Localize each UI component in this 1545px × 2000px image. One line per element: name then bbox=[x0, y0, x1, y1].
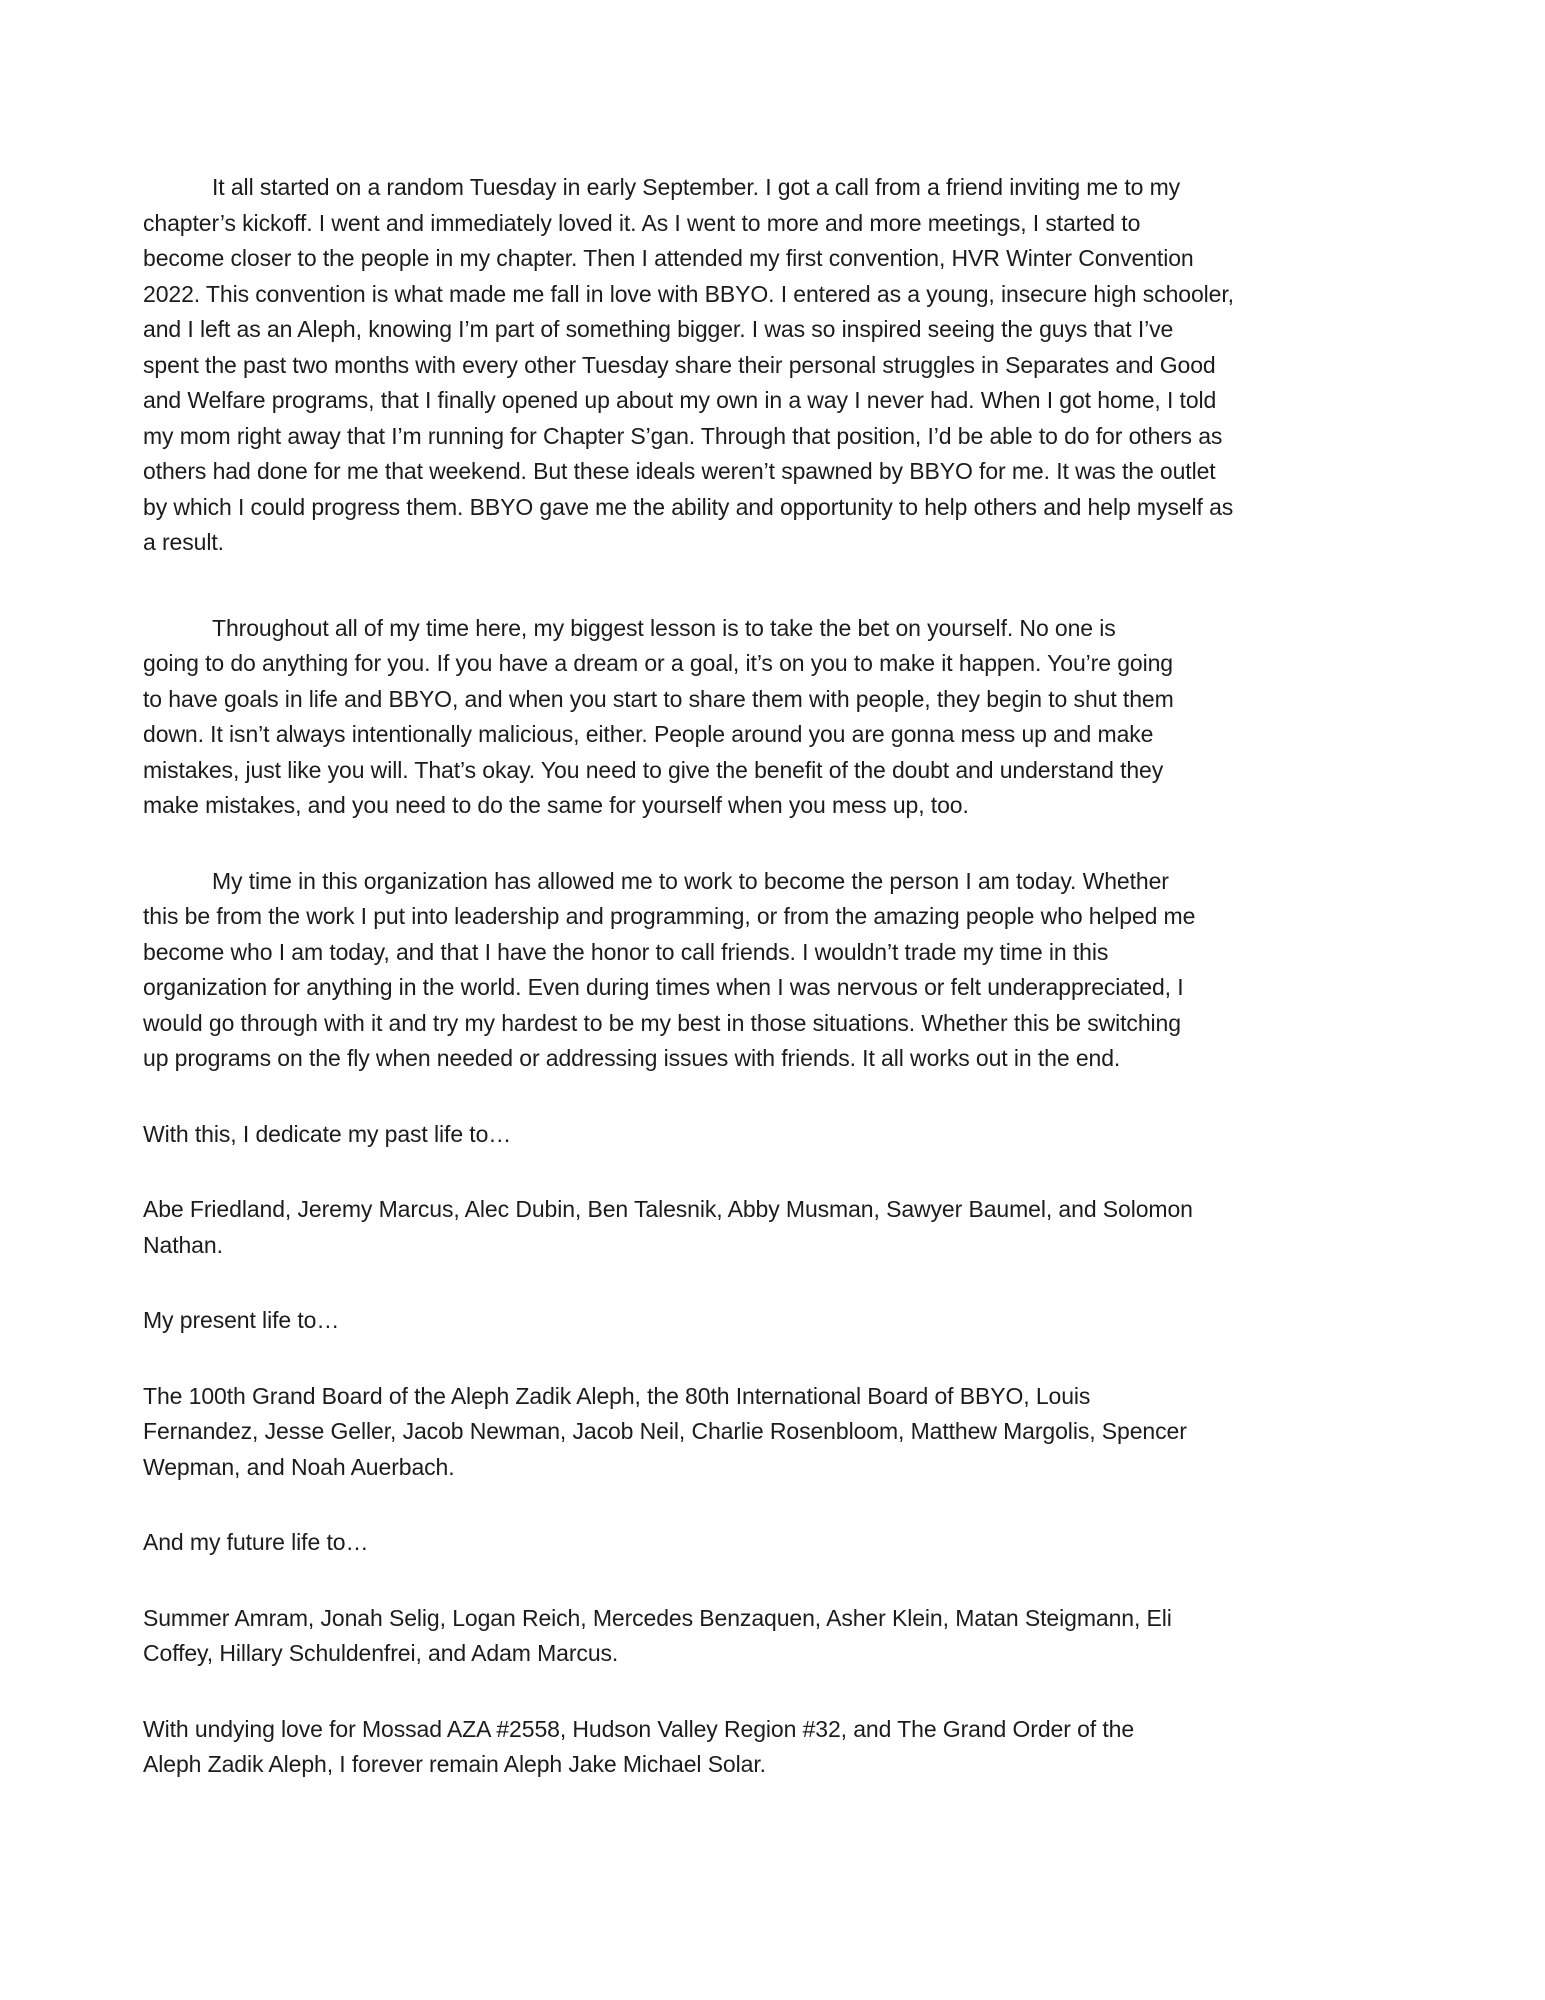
text-line: mistakes, just like you will. That’s okay. You need to give the benefit of the doubt and understand they bbox=[143, 756, 1164, 783]
text-line: and I left as an Aleph, knowing I’m part of something bigger. I was so inspired seeing the guys that I’ve bbox=[143, 316, 1174, 342]
text-line: others had done for me that weekend. But these ideals weren’t spawned by BBYO for me. It was the outlet bbox=[143, 458, 1216, 484]
text-line: chapter’s kickoff. I went and immediately loved it. As I went to more and more meetings, I started to bbox=[143, 209, 1141, 236]
text-line: going to do anything for you. If you have a dream or a goal, it’s on you to make it happen. You’re going bbox=[143, 650, 1173, 676]
text-line: My present life to… bbox=[143, 1307, 340, 1333]
paragraph bbox=[143, 1601, 1402, 1672]
text-line: With undying love for Mossad AZA #2558, Hudson Valley Region #32, and The Grand Order of the bbox=[143, 1715, 1135, 1742]
text-line: Fernandez, Jesse Geller, Jacob Newman, Jacob Neil, Charlie Rosenbloom, Matthew Margolis, Spencer bbox=[143, 1418, 1187, 1444]
paragraph bbox=[143, 170, 1402, 561]
paragraph bbox=[143, 1117, 1402, 1153]
text-line: Coffey, Hillary Schuldenfrei, and Adam Marcus. bbox=[143, 1640, 619, 1666]
paragraph bbox=[143, 864, 1402, 1077]
text-line: Wepman, and Noah Auerbach. bbox=[143, 1453, 455, 1480]
paragraph bbox=[143, 1192, 1402, 1263]
text-line: My time in this organization has allowed me to work to become the person I am today. Whether bbox=[212, 867, 1169, 894]
paragraph bbox=[143, 1379, 1402, 1486]
document-body bbox=[143, 170, 1402, 1783]
text-line: would go through with it and try my hardest to be my best in those situations. Whether this be switching bbox=[143, 1009, 1181, 1036]
text-line: It all started on a random Tuesday in early September. I got a call from a friend inviting me to my bbox=[212, 174, 1181, 200]
text-line: Nathan. bbox=[143, 1231, 223, 1258]
text-line: Aleph Zadik Aleph, I forever remain Aleph Jake Michael Solar. bbox=[143, 1751, 766, 1777]
text-line: and Welfare programs, that I finally opened up about my own in a way I never had. When I got home, I told bbox=[143, 387, 1217, 413]
text-line: Summer Amram, Jonah Selig, Logan Reich, Mercedes Benzaquen, Asher Klein, Matan Steigmann, Eli bbox=[143, 1604, 1172, 1631]
text-line: Abe Friedland, Jeremy Marcus, Alec Dubin, Ben Talesnik, Abby Musman, Sawyer Baumel, and Solomon bbox=[143, 1196, 1193, 1222]
text-line: And my future life to… bbox=[143, 1529, 369, 1555]
text-line: down. It isn’t always intentionally malicious, either. People around you are gonna mess up and make bbox=[143, 721, 1154, 747]
text-line: up programs on the fly when needed or addressing issues with friends. It all works out in the end. bbox=[143, 1045, 1121, 1071]
text-line: to have goals in life and BBYO, and when you start to share them with people, they begin to shut them bbox=[143, 685, 1174, 712]
paragraph bbox=[143, 1712, 1402, 1783]
paragraph bbox=[143, 611, 1402, 824]
paragraph bbox=[143, 1525, 1402, 1561]
text-line: by which I could progress them. BBYO gave me the ability and opportunity to help others and help myself as bbox=[143, 493, 1234, 520]
text-line: The 100th Grand Board of the Aleph Zadik Aleph, the 80th International Board of BBYO, Louis bbox=[143, 1382, 1091, 1409]
text-line: become who I am today, and that I have the honor to call friends. I wouldn’t trade my time in this bbox=[143, 938, 1109, 965]
text-line: organization for anything in the world. Even during times when I was nervous or felt underappreciated, I bbox=[143, 974, 1184, 1000]
text-line: a result. bbox=[143, 529, 224, 555]
text-line: With this, I dedicate my past life to… bbox=[143, 1120, 512, 1147]
text-line: Throughout all of my time here, my biggest lesson is to take the bet on yourself. No one is bbox=[212, 614, 1116, 641]
text-line: make mistakes, and you need to do the same for yourself when you mess up, too. bbox=[143, 792, 969, 818]
paragraph bbox=[143, 1303, 1402, 1339]
text-line: spent the past two months with every other Tuesday share their personal struggles in Separates and Good bbox=[143, 351, 1216, 378]
text-line: this be from the work I put into leadership and programming, or from the amazing people who helped me bbox=[143, 903, 1196, 929]
text-line: 2022. This convention is what made me fall in love with BBYO. I entered as a young, insecure high schooler, bbox=[143, 280, 1234, 307]
text-line: become closer to the people in my chapter. Then I attended my first convention, HVR Winter Convention bbox=[143, 245, 1194, 271]
text-line: my mom right away that I’m running for Chapter S’gan. Through that position, I’d be able to do for others as bbox=[143, 422, 1223, 449]
